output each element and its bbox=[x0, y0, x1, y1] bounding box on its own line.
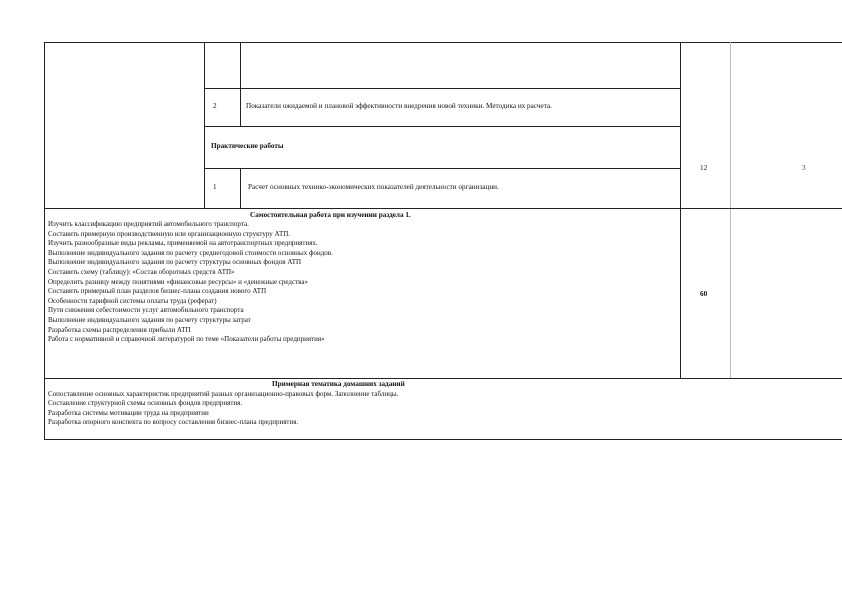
col-line-2b bbox=[240, 88, 241, 126]
row-line-4 bbox=[44, 208, 842, 209]
self-study-hours: 60 bbox=[700, 290, 708, 298]
topic-text: Показатели ожидаемой и плановой эффективности внедрения новой техники. Методика их расчета. bbox=[246, 102, 552, 110]
list-item: Разработка опорного конспекта по вопросу составления бизнес-плана предприятия. bbox=[48, 418, 299, 427]
col-line-3 bbox=[680, 42, 681, 378]
practical-heading: Практические работы bbox=[211, 142, 284, 150]
border-left bbox=[44, 42, 45, 439]
list-item: Выполнение индивидуального задания по расчету структуры затрат bbox=[48, 315, 251, 324]
row-line-2 bbox=[204, 126, 680, 127]
list-item: Определить разницу между понятиями «финансовые ресурсы» и «денежные средства» bbox=[48, 277, 308, 286]
row-line-5 bbox=[44, 378, 842, 379]
list-item: Сопоставление основных характеристик предприятий разных организационно-правовых форм. Заполнение таблицы. bbox=[48, 390, 399, 398]
list-item: Разработка схемы распределения прибыли АТП bbox=[48, 325, 191, 334]
list-item: Работа с нормативной и справочной литературой по теме «Показатели работы предприятия» bbox=[48, 335, 325, 344]
practical-row-text: Расчет основных технико-экономических показателей деятельности организации. bbox=[248, 183, 499, 191]
list-item: Пути снижения себестоимости услуг автомобильного транспорта bbox=[48, 306, 244, 315]
topic-number: 2 bbox=[213, 102, 217, 110]
homework-title: Примерная тематика домашних заданий bbox=[272, 380, 405, 388]
list-item: Выполнение индивидуального задания по расчету среднегодовой стоимости основных фондов. bbox=[48, 248, 333, 257]
self-study-title: Самостоятельная работа при изучении раздела 1. bbox=[250, 211, 411, 219]
col-line-2c bbox=[240, 168, 241, 208]
col-line-1 bbox=[204, 42, 205, 208]
self-study-list bbox=[48, 220, 333, 345]
practical-hours: 12 bbox=[700, 164, 708, 172]
row-line-1 bbox=[204, 88, 680, 89]
list-item: Изучить разнообразные виды рекламы, применяемой на автотранспортных предприятиях. bbox=[48, 239, 318, 248]
list-item: Выполнение индивидуального задания по расчету структуры основных фондов АТП bbox=[48, 258, 302, 267]
homework-list bbox=[48, 390, 398, 428]
list-item: Составление структурной схемы основных фондов предприятия. bbox=[48, 399, 243, 408]
list-item: Составить примерную производственную или организационную структуру АТП. bbox=[48, 229, 291, 238]
list-item: Разработка системы мотивации труда на предприятии bbox=[48, 408, 209, 417]
practical-row-number: 1 bbox=[213, 183, 217, 191]
border-top bbox=[44, 42, 842, 43]
list-item: Составить схему (таблицу): «Состав оборотных средств АТП» bbox=[48, 267, 235, 276]
col-line-4 bbox=[730, 42, 731, 378]
row-line-6 bbox=[44, 439, 842, 440]
practical-level: 3 bbox=[802, 164, 806, 172]
row-line-3 bbox=[204, 168, 680, 169]
list-item: Особенности тарифной системы оплаты труда (реферат) bbox=[48, 296, 217, 305]
list-item: Составить примерный план разделов бизнес-плана создания нового АТП bbox=[48, 287, 267, 296]
list-item: Изучить классификацию предприятий автомобильного транспорта. bbox=[48, 220, 249, 228]
col-line-2 bbox=[240, 42, 241, 88]
